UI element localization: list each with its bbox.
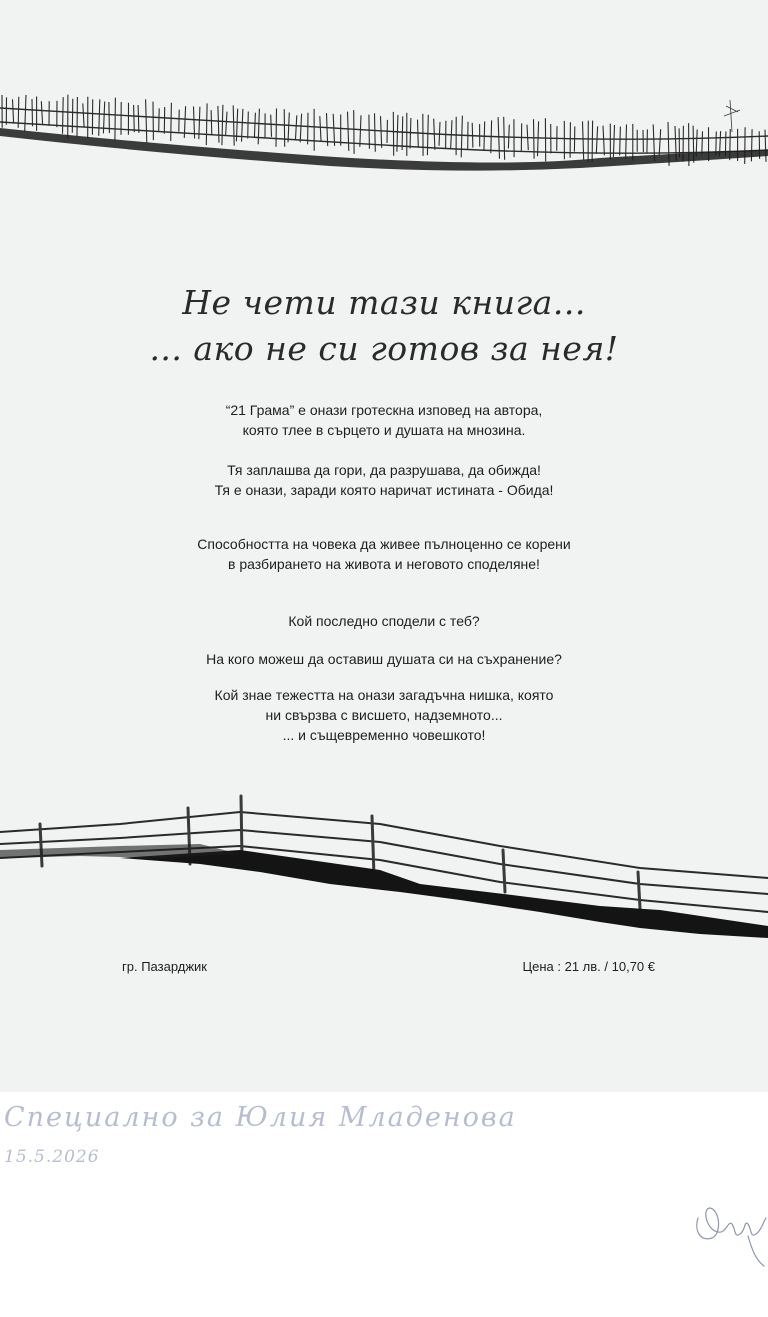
blurb-line: Тя е онази, заради която наричат истината - Обида! xyxy=(214,482,554,498)
fence-picket xyxy=(381,116,382,148)
fence-picket xyxy=(472,123,473,148)
fence-picket xyxy=(41,101,42,124)
blurb-line: Кой последно сподели с теб? xyxy=(288,613,480,629)
fence-picket xyxy=(333,114,334,146)
fence-picket xyxy=(613,125,614,157)
fence-picket xyxy=(32,99,33,126)
fence-picket xyxy=(348,112,349,151)
fence-picket xyxy=(592,121,593,163)
fence-picket xyxy=(498,117,499,159)
fence-picket xyxy=(410,118,411,149)
book-price: Цена : 21 лв. / 10,70 € xyxy=(522,959,655,974)
fence-picket xyxy=(284,109,285,147)
fence-picket xyxy=(434,119,435,150)
fence-picket xyxy=(276,109,277,147)
fence-picket xyxy=(13,99,14,123)
fence-picket xyxy=(504,117,505,160)
fence-picket xyxy=(439,122,440,146)
fence-picket xyxy=(138,105,139,133)
fence-picket xyxy=(271,115,272,137)
fence-picket xyxy=(320,116,321,141)
fence-picket xyxy=(115,98,116,141)
fence-picket xyxy=(603,126,604,156)
fence-picket xyxy=(18,97,19,128)
title-line-1: Не чети тази книга... xyxy=(182,283,586,322)
blurb-line: която тлее в сърцето и душата на мнозина. xyxy=(242,422,526,438)
fence-picket xyxy=(508,125,509,149)
fence-picket xyxy=(134,105,135,132)
fence-picket xyxy=(25,95,26,131)
fence-picket xyxy=(296,115,297,139)
author-signature xyxy=(692,1190,768,1270)
blurb-line: Способността на човека да живее пълноценно се корени xyxy=(197,536,571,552)
fence-picket xyxy=(211,110,212,135)
fence-picket xyxy=(258,109,259,145)
blurb-line: Кой знае тежестта на онази загадъчна нишка, която xyxy=(214,687,554,703)
fence-picket xyxy=(369,115,370,149)
fence-picket xyxy=(109,102,110,133)
fence-picket xyxy=(171,103,172,141)
fence-picket xyxy=(451,120,452,149)
fence-picket xyxy=(288,113,289,143)
handwritten-date: 15.5.2026 xyxy=(4,1147,100,1167)
blurb-line: в разбирането на живота и неговото споделяне! xyxy=(228,556,540,572)
fence-picket xyxy=(583,121,584,160)
blurb-line: Тя заплашва да гори, да разрушава, да обижда! xyxy=(227,462,541,478)
fence-picket xyxy=(659,129,661,155)
fence-picket xyxy=(402,116,403,150)
fence-picket xyxy=(206,103,207,145)
fence-picket xyxy=(63,97,64,134)
fence-picket xyxy=(427,115,428,155)
fence-picket xyxy=(226,112,227,136)
fence-picket xyxy=(222,105,223,145)
fence-picket xyxy=(218,106,219,143)
title-line-2: ... ако не си готов за нея! xyxy=(149,329,619,368)
fence-picket xyxy=(534,119,535,158)
fence-picket xyxy=(461,116,462,158)
blurb-text xyxy=(0,400,768,745)
fence-picket xyxy=(596,126,597,153)
publication-city: гр. Пазарджик xyxy=(122,959,207,974)
fence-picket xyxy=(484,121,485,151)
bottom-fence-illustration xyxy=(0,788,768,948)
blurb-line: На кого можеш да оставиш душата си на съхранение? xyxy=(206,651,562,667)
top-fence-illustration xyxy=(0,92,768,178)
fence-picket xyxy=(765,130,766,162)
fence-picket xyxy=(527,125,528,151)
fence-picket xyxy=(99,99,100,135)
fence-picket xyxy=(254,113,255,138)
fence-picket xyxy=(491,120,492,153)
fence-picket xyxy=(233,105,234,145)
fence-picket xyxy=(300,114,301,143)
fence-picket xyxy=(620,127,621,156)
fence-picket xyxy=(159,108,160,130)
fence-picket xyxy=(375,113,376,152)
blurb-line: ... и същевременно човешкото! xyxy=(282,727,486,743)
fence-picket xyxy=(702,131,703,154)
fence-picket xyxy=(538,121,539,156)
fence-picket xyxy=(360,115,361,147)
blurb-line: “21 Грама” е онази гротескна изповед на автора, xyxy=(225,402,543,418)
blurb-line: ни свързва с висшето, надземното... xyxy=(265,707,503,723)
fence-picket xyxy=(83,103,84,127)
handwritten-dedication: Специално за Юлия Младенова xyxy=(4,1102,517,1133)
fence-picket xyxy=(418,120,419,147)
fence-picket xyxy=(716,132,717,156)
fence-picket xyxy=(72,99,73,133)
fence-picket xyxy=(146,99,147,142)
book-title xyxy=(0,280,768,372)
fence-picket xyxy=(647,129,648,153)
fence-picket xyxy=(248,112,249,139)
